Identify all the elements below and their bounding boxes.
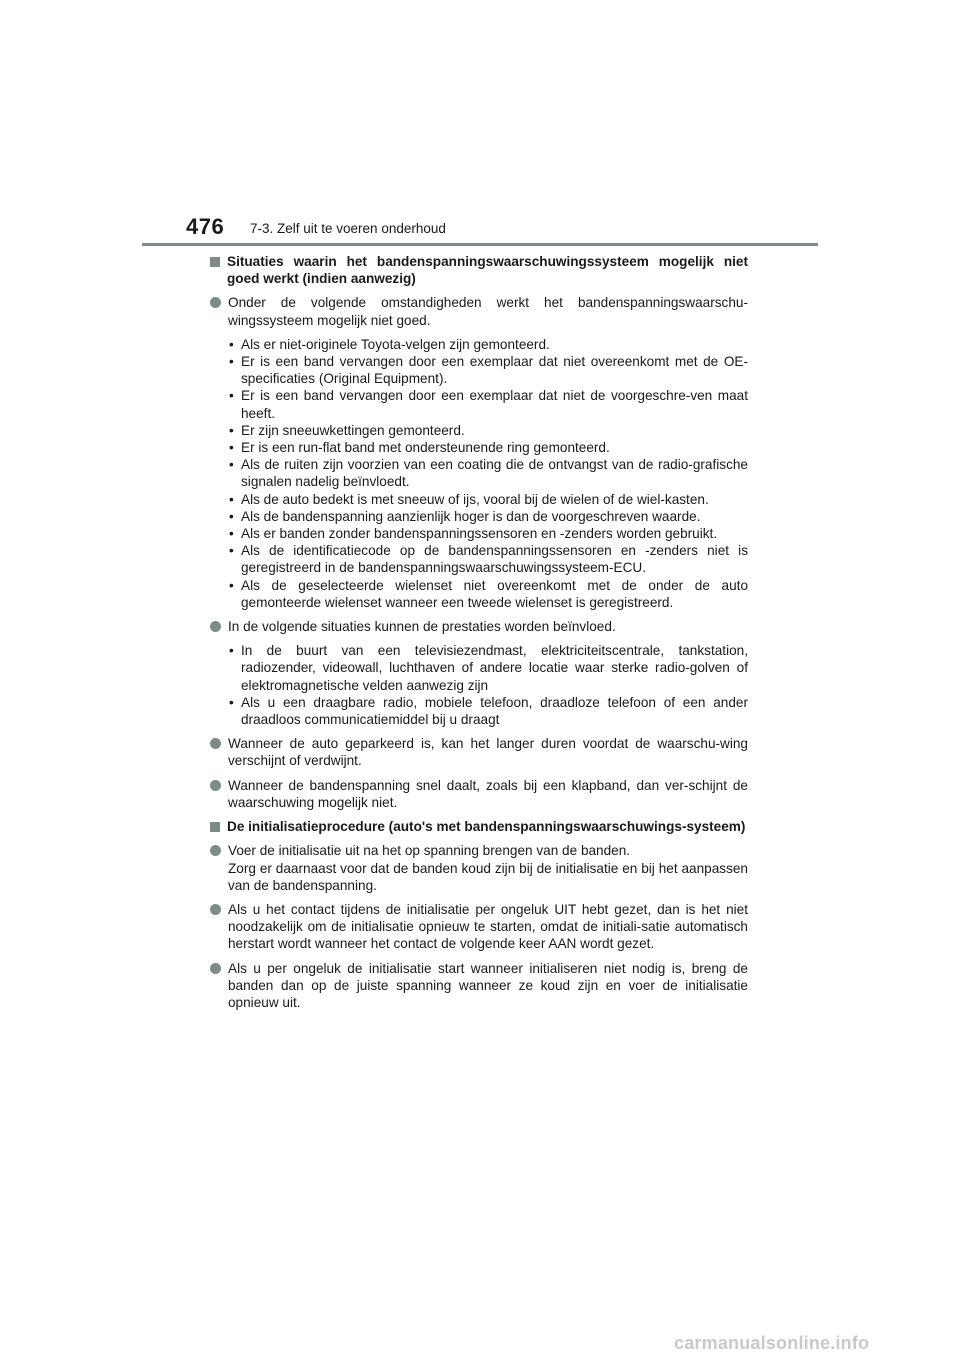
section-title: 7-3. Zelf uit te voeren onderhoud — [250, 221, 446, 236]
list-item — [210, 960, 748, 1012]
circle-bullet-icon — [210, 845, 221, 856]
bullet-text: Wanneer de bandenspanning snel daalt, zoals bij een klapband, dan ver-schijnt de waarschuwing mogelijk niet. — [228, 777, 748, 810]
page-content — [210, 253, 748, 1018]
sub-list-item: • Als de identificatiecode op de bandenspanningssensoren en -zenders niet is geregistreerd in de bandenspanningswaarschuwingssysteem-ECU. — [229, 542, 748, 576]
list-item — [210, 777, 748, 811]
sub-list-item: • Als de geselecteerde wielenset niet overeenkomt met de onder de auto gemonteerde wielenset wanneer een tweede wielenset is geregistreerd. — [229, 577, 748, 611]
circle-bullet-icon — [210, 963, 221, 974]
bullet-text: Als u het contact tijdens de initialisatie per ongeluk UIT hebt gezet, dan is het niet noodzakelijk om de initialisatie opnieuw te starten, omdat de initiali-satie automatisch herstart wordt wanneer het contact de volgende keer AAN wordt gezet. — [228, 901, 748, 952]
sub-list-item: • Als de bandenspanning aanzienlijk hoger is dan de voorgeschreven waarde. — [229, 508, 748, 525]
bullet-text: Als u per ongeluk de initialisatie start wanneer initialiseren niet nodig is, breng de banden dan op de juiste spanning wanneer ze koud zijn en voer de initialisatie opnieuw uit. — [228, 960, 748, 1010]
circle-bullet-icon — [210, 738, 221, 749]
sub-list-item: • Als u een draagbare radio, mobiele telefoon, draadloze telefoon of een ander draadloos communicatiemiddel bij u draagt — [229, 694, 748, 728]
heading-text: Situaties waarin het bandenspanningswaarschuwingssysteem mogelijk niet goed werkt (indien aanwezig) — [227, 254, 748, 287]
watermark-text: carmanualsonline.info — [674, 1333, 870, 1353]
circle-bullet-icon — [210, 297, 221, 308]
sub-list-item: • Als de ruiten zijn voorzien van een coating die de ontvangst van de radio-grafische signalen nadelig beïnvloedt. — [229, 456, 748, 490]
circle-bullet-icon — [210, 621, 221, 632]
list-item — [210, 294, 748, 328]
list-item — [210, 735, 748, 769]
list-item — [210, 842, 748, 894]
section-heading — [210, 818, 748, 835]
bullet-text: Voer de initialisatie uit na het op spanning brengen van de banden. — [228, 843, 631, 859]
circle-bullet-icon — [210, 780, 221, 791]
heading-text: De initialisatieprocedure (auto's met bandenspanningswaarschuwings-systeem) — [227, 819, 746, 835]
square-bullet-icon — [210, 257, 220, 267]
header-rule — [142, 243, 818, 246]
sub-list-item: • Als er niet-originele Toyota-velgen zijn gemonteerd. — [229, 336, 748, 353]
list-item — [210, 901, 748, 953]
sub-list-item: • Er is een run-flat band met ondersteunende ring gemonteerd. — [229, 439, 748, 456]
sub-list — [229, 642, 748, 728]
page-number: 476 — [186, 214, 225, 239]
sub-list — [229, 336, 748, 611]
section-heading — [210, 253, 748, 287]
sub-list-item: • Als er banden zonder bandenspanningssensoren en -zenders worden gebruikt. — [229, 525, 748, 542]
bullet-text-continued: Zorg er daarnaast voor dat de banden koud zijn bij de initialisatie en bij het aanpassen van de bandenspanning. — [228, 860, 748, 893]
sub-list-item: • Er zijn sneeuwkettingen gemonteerd. — [229, 422, 748, 439]
sub-list-item: • In de buurt van een televisiezendmast, elektriciteitscentrale, tankstation, radiozender, videowall, luchthaven of andere locatie waar sterke radio-golven of elektromagnetische velden aanwezig zijn — [229, 642, 748, 694]
bullet-text: Wanneer de auto geparkeerd is, kan het langer duren voordat de waarschu-wing verschijnt of verdwijnt. — [228, 736, 748, 769]
bullet-text: In de volgende situaties kunnen de prestaties worden beïnvloed. — [228, 619, 616, 635]
square-bullet-icon — [210, 822, 220, 832]
circle-bullet-icon — [210, 904, 221, 915]
sub-list-item: • Er is een band vervangen door een exemplaar dat niet overeenkomt met de OE-specificaties (Original Equipment). — [229, 353, 748, 387]
bullet-text: Onder de volgende omstandigheden werkt het bandenspanningswaarschu-wingssysteem mogelijk niet goed. — [228, 295, 748, 328]
sub-list-item: • Als de auto bedekt is met sneeuw of ijs, vooral bij de wielen of de wiel-kasten. — [229, 491, 748, 508]
sub-list-item: • Er is een band vervangen door een exemplaar dat niet de voorgeschre-ven maat heeft. — [229, 387, 748, 421]
list-item — [210, 618, 748, 635]
